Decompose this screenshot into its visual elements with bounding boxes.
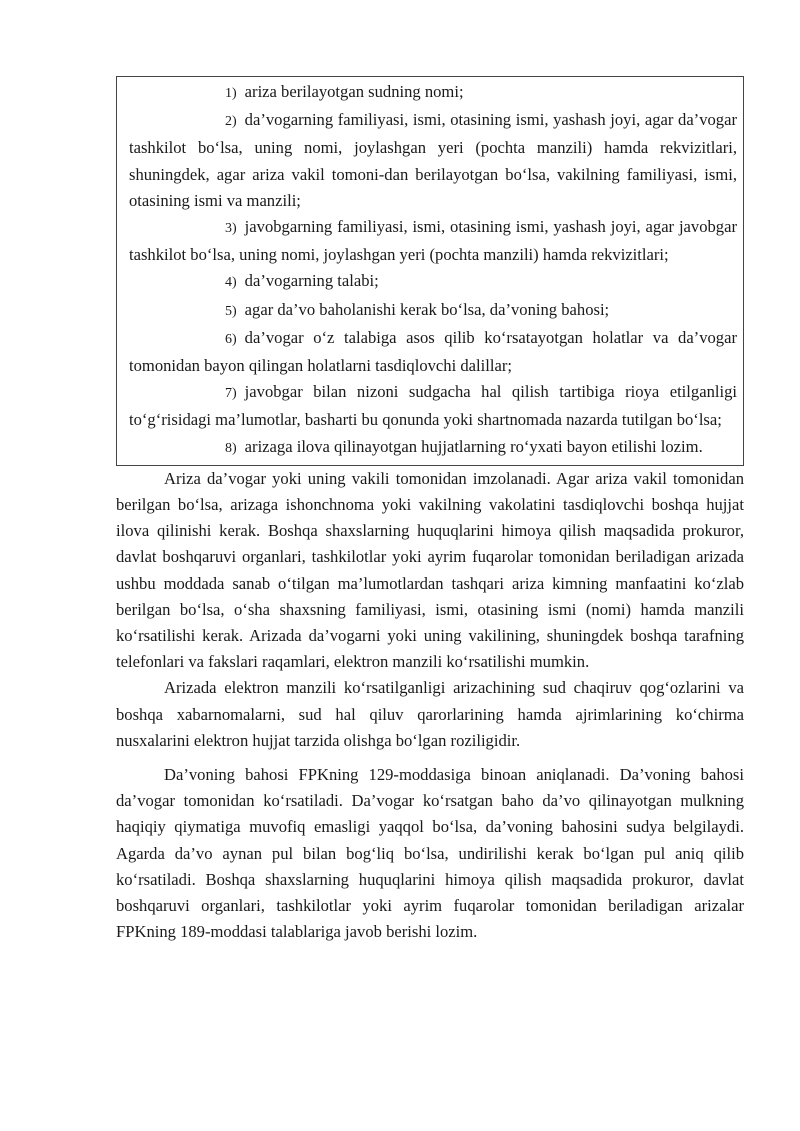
list-item-number: 7) <box>225 386 237 402</box>
list-item <box>129 297 737 325</box>
document-page <box>116 76 744 946</box>
list-item-text: javobgar bilan nizoni sudgacha hal qilish tartibiga rioya etilganligi to‘g‘risidagi ma’lumotlar, basharti bu qonunda yoki shartnomada nazarda tutilgan bo‘lsa; <box>129 382 737 430</box>
list-item <box>129 325 737 379</box>
list-item <box>129 268 737 296</box>
list-item-number: 3) <box>225 221 237 237</box>
list-item-number: 1) <box>225 86 237 101</box>
list-item-text: da’vogarning talabi; <box>244 271 379 291</box>
list-item-text: ariza berilayotgan sudning nomi; <box>244 82 464 101</box>
list-item-number: 8) <box>225 440 237 456</box>
list-item-text: arizaga ilova qilinayotgan hujjatlarning ro‘yxati bayon etilishi lozim. <box>244 436 703 456</box>
list-item-number: 6) <box>225 331 237 347</box>
list-item <box>129 79 737 107</box>
list-item <box>129 214 737 268</box>
list-item-text: agar da’vo baholanishi kerak bo‘lsa, da’voning bahosi; <box>244 299 610 319</box>
list-item <box>129 107 737 214</box>
list-item-number: 2) <box>225 114 237 130</box>
paragraph-signature: Ariza da’vogar yoki uning vakili tomonidan imzolanadi. Agar ariza vakil tomonidan berilgan bo‘lsa, arizaga ishonchnoma yoki vakilning vakolatini tasdiqlovchi boshqa hujjat ilova qilinishi kerak. Boshqa shaxslarning huquqlarini himoya qilish maqsadida prokuror, davlat boshqaruvi organlari, tashkilotlar yoki ayrim fuqarolar tomonidan beriladigan arizada ushbu moddada sanab o‘tilgan ma’lumotlardan tashqari ariza kimning manfaatini ko‘zlab berilgan bo‘lsa, o‘sha shaxsning familiyasi, ismi, otasining ismi (nomi) hamda manzili ko‘rsatilishi kerak. Arizada da’vogarni yoki uning vakilining, shuningdek boshqa tarafning telefonlari va fakslari raqamlari, elektron manzili ko‘rsatilishi mumkin. <box>116 468 744 672</box>
list-item <box>129 379 737 433</box>
list-item <box>129 434 737 462</box>
list-item-number: 5) <box>225 303 237 319</box>
paragraph-electronic-address: Arizada elektron manzili ko‘rsatilganligi arizachining sud chaqiruv qog‘ozlarini va boshqa xabarnomalarni, sud hal qiluv qarorlarining hamda ajrimlarining ko‘chirma nusxalarini elektron hujjat tarzida olishga bo‘lgan roziligidir. <box>116 678 744 750</box>
list-item-number: 4) <box>225 275 237 291</box>
list-item-text: javobgarning familiyasi, ismi, otasining ismi, yashash joyi, agar javobgar tashkilot bo‘lsa, uning nomi, joylashgan yeri (pochta manzili) hamda rekvizitlari; <box>129 217 737 265</box>
list-item-text: da’vogarning familiyasi, ismi, otasining ismi, yashash joyi, agar da’vogar tashkilot bo‘lsa, uning nomi, joylashgan yeri (pochta manzili) hamda rekvizitlari, shuningdek, agar ariza vakil tomoni-dan berilayotgan bo‘lsa, vakilning familiyasi, ismi, otasining ismi va manzili; <box>129 110 737 210</box>
paragraph-claim-value: Da’voning bahosi FPKning 129-moddasiga binoan aniqlanadi. Da’voning bahosi da’vogar tomonidan ko‘rsatiladi. Da’vogar ko‘rsatgan baho da’vo qilinayotgan mulkning haqiqiy qiymatiga muvofiq emasligi yaqqol bo‘lsa, da’voning bahosini sudya belgilaydi. Agarda da’vo aynan pul bilan bog‘liq bo‘lsa, undirilishi kerak bo‘lgan pul aniq qilib ko‘rsatiladi. Boshqa shaxslarning huquqlarini himoya qilish maqsadida prokuror, davlat boshqaruvi organlari, tashkilotlar yoki ayrim fuqarolar tomonidan beriladigan arizalar FPKning 189-moddasi talablariga javob berishi lozim. <box>116 765 744 942</box>
list-item-text: da’vogar o‘z talabiga asos qilib ko‘rsatayotgan holatlar va da’vogar tomonidan bayon qilingan holatlarni tasdiqlovchi dalillar; <box>129 327 737 376</box>
requirements-list-box <box>116 76 744 466</box>
